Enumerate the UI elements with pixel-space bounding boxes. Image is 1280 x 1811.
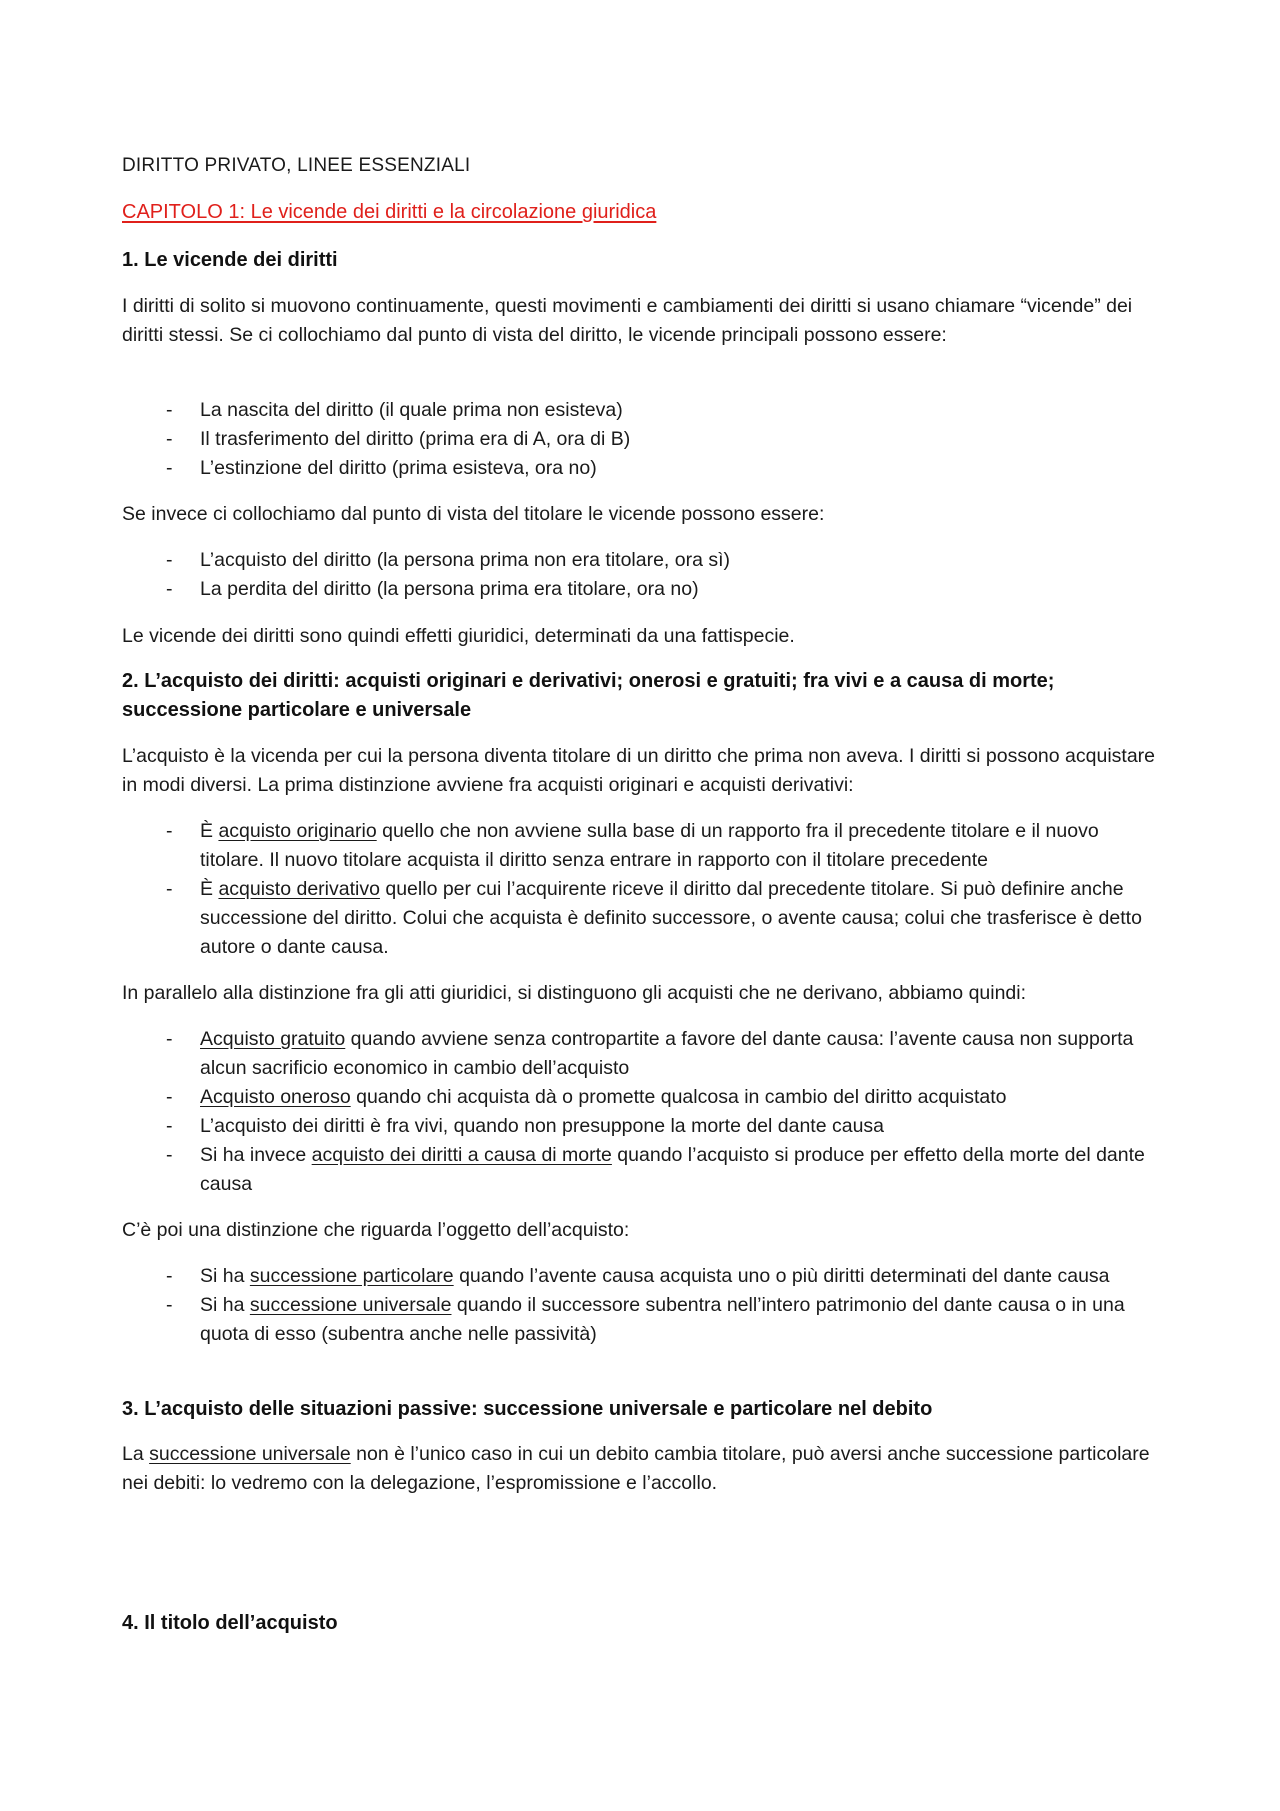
list-item: - Il trasferimento del diritto (prima era di A, ora di B) — [122, 425, 1162, 454]
list-item: - L’estinzione del diritto (prima esisteva, ora no) — [122, 454, 1162, 483]
list-item: - La nascita del diritto (il quale prima non esisteva) — [122, 396, 1162, 425]
list-item: - È acquisto originario quello che non avviene sulla base di un rapporto fra il precedente titolare e il nuovo titolare. Il nuovo titolare acquista il diritto senza entrare in rapporto con il titolare precedente — [122, 817, 1162, 875]
list-item: - Acquisto oneroso quando chi acquista dà o promette qualcosa in cambio del diritto acquistato — [122, 1083, 1162, 1112]
underlined-term: acquisto dei diritti a causa di morte — [311, 1144, 612, 1166]
underlined-term: Acquisto oneroso — [200, 1086, 351, 1108]
list-item: - Acquisto gratuito quando avviene senza contropartite a favore del dante causa: l’avente causa non supporta alcun sacrificio economico in cambio dell’acquisto — [122, 1025, 1162, 1083]
list-item: - È acquisto derivativo quello per cui l’acquirente riceve il diritto dal precedente titolare. Si può definire anche successione del diritto. Colui che acquista è definito successore, o avente causa; colui che trasferisce è detto autore o dante causa. — [122, 875, 1162, 962]
list-item: - Si ha invece acquisto dei diritti a causa di morte quando l’acquisto si produce per effetto della morte del dante causa — [122, 1141, 1162, 1199]
list-item: - La perdita del diritto (la persona prima era titolare, ora no) — [122, 575, 1162, 604]
underlined-term: acquisto derivativo — [218, 878, 380, 900]
section-1-intro: I diritti di solito si muovono continuamente, questi movimenti e cambiamenti dei diritti si usano chiamare “vicende” dei diritti stessi. Se ci collochiamo dal punto di vista del diritto, le vicende principali possono essere: — [122, 295, 1133, 346]
section-1-mid: Se invece ci collochiamo dal punto di vista del titolare le vicende possono essere: — [122, 503, 825, 525]
list-item: - L’acquisto del diritto (la persona prima non era titolare, ora sì) — [122, 546, 1162, 575]
section-2-list-original-derivative — [122, 817, 1162, 962]
section-1-list-law-view — [122, 396, 1162, 483]
section-3-heading: 3. L’acquisto delle situazioni passive: successione universale e particolare nel debito — [122, 1398, 933, 1420]
section-1-heading: 1. Le vicende dei diritti — [122, 249, 338, 271]
underlined-term: successione universale — [249, 1294, 452, 1316]
underlined-term: successione particolare — [249, 1265, 454, 1287]
section-3-paragraph: La successione universale non è l’unico caso in cui un debito cambia titolare, può aversi anche successione particolare nei debiti: lo vedremo con la delegazione, l’espromissione e l’accollo. — [122, 1443, 1150, 1494]
document-title: DIRITTO PRIVATO, LINEE ESSENZIALI — [122, 155, 471, 176]
chapter-title: CAPITOLO 1: Le vicende dei diritti e la circolazione giuridica — [122, 201, 657, 223]
underlined-term: Acquisto gratuito — [200, 1028, 346, 1050]
list-item: - Si ha successione particolare quando l’avente causa acquista uno o più diritti determinati del dante causa — [122, 1262, 1162, 1291]
section-1-list-holder-view — [122, 546, 1162, 604]
list-item: - L’acquisto dei diritti è fra vivi, quando non presuppone la morte del dante causa — [122, 1112, 1162, 1141]
section-2-list-succession — [122, 1262, 1162, 1349]
section-2-mid: In parallelo alla distinzione fra gli atti giuridici, si distinguono gli acquisti che ne derivano, abbiamo quindi: — [122, 982, 1027, 1004]
section-2-intro: L’acquisto è la vicenda per cui la persona diventa titolare di un diritto che prima non aveva. I diritti si possono acquistare in modi diversi. La prima distinzione avviene fra acquisti originari e acquisti derivativi: — [122, 745, 1156, 796]
section-2-heading: 2. L’acquisto dei diritti: acquisti originari e derivativi; onerosi e gratuiti; fra vivi e a causa di morte; successione particolare e universale — [122, 670, 1055, 721]
section-1-outro: Le vicende dei diritti sono quindi effetti giuridici, determinati da una fattispecie. — [122, 625, 795, 647]
section-2-list-acquisition-types — [122, 1025, 1162, 1199]
section-4-heading: 4. Il titolo dell’acquisto — [122, 1612, 338, 1634]
underlined-term: successione universale — [149, 1443, 351, 1465]
underlined-term: acquisto originario — [218, 820, 377, 842]
list-item: - Si ha successione universale quando il successore subentra nell’intero patrimonio del dante causa o in una quota di esso (subentra anche nelle passività) — [122, 1291, 1162, 1349]
section-2-object-intro: C’è poi una distinzione che riguarda l’oggetto dell’acquisto: — [122, 1219, 630, 1241]
